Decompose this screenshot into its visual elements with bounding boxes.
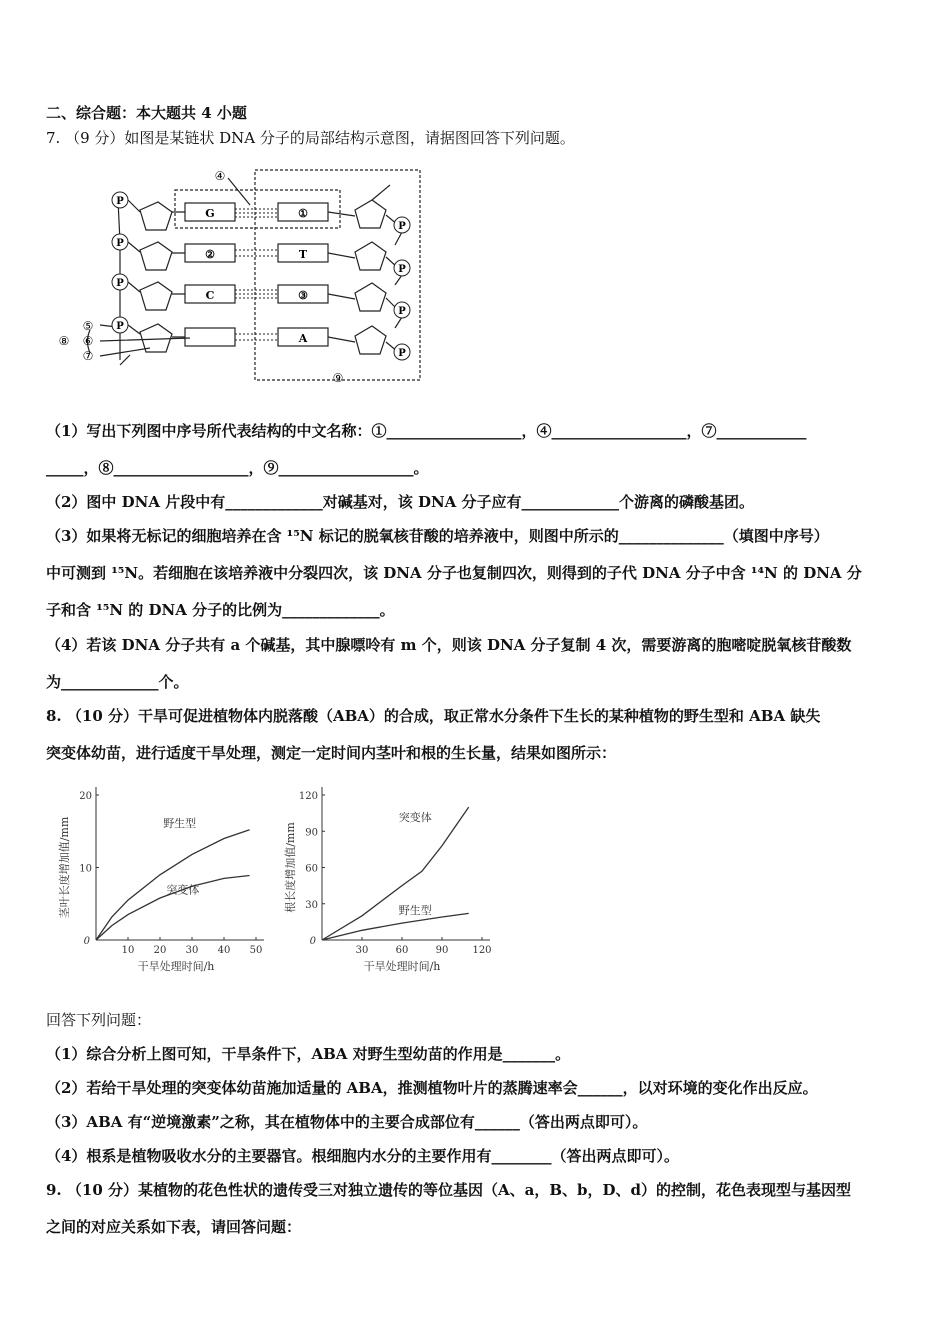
- q8-stem-line2: 突变体幼苗，进行适度干旱处理，测定一定时间内茎叶和根的生长量，结果如图所示：: [46, 744, 617, 762]
- label-6: ⑥: [82, 334, 94, 348]
- phosphate-icon: [112, 234, 128, 250]
- x-tick-label: 60: [395, 945, 409, 956]
- svg-text:P: P: [116, 238, 124, 249]
- q7-part1-line1: （1）写出下列图中序号所代表结构的中文名称：①__________________，④__________________，⑦____________: [46, 422, 807, 440]
- chart-stem-leaf: [46, 780, 266, 980]
- phosphate-icon: [112, 192, 128, 208]
- q7-stem: 7. （9 分）如图是某链状 DNA 分子的局部结构示意图，请据图回答下列问题。: [46, 129, 575, 147]
- x-tick-label: 120: [472, 945, 492, 956]
- y-tick-label: 20: [79, 791, 92, 802]
- base-left-1: G: [205, 207, 215, 220]
- series-label-1: 突变体: [166, 883, 200, 897]
- q8-part3: （3）ABA 有“逆境激素”之称，其在植物体中的主要合成部位有______（答出两点即可）。: [46, 1113, 648, 1131]
- label-5: ⑤: [82, 319, 94, 333]
- svg-text:P: P: [398, 264, 406, 275]
- base-right-3: ③: [298, 289, 308, 302]
- svg-text:P: P: [116, 196, 124, 207]
- base-left-3: C: [205, 289, 215, 302]
- x-tick-label: 50: [249, 945, 263, 956]
- q7-part4-line2: 为_____________个。: [46, 673, 189, 691]
- series-label-2: 突变体: [398, 811, 432, 825]
- x-axis-label: 干旱处理时间/h: [137, 960, 215, 973]
- x-tick-label: 10: [121, 945, 135, 956]
- q7-part2: （2）图中 DNA 片段中有_____________对碱基对，该 DNA 分子应有_____________个游离的磷酸基团。: [46, 493, 755, 511]
- phosphate-icon: [112, 274, 128, 290]
- y-axis-label: 茎叶长度增加值/mm: [58, 816, 71, 919]
- q8-part4: （4）根系是植物吸收水分的主要器官。根细胞内水分的主要作用有________（答出两点即可）。: [46, 1147, 679, 1165]
- label-7: ⑦: [82, 349, 94, 363]
- q8-part1: （1）综合分析上图可知，干旱条件下，ABA 对野生型幼苗的作用是_______。: [46, 1045, 571, 1063]
- phosphate-icon: [112, 317, 128, 333]
- x-tick-label: 20: [153, 945, 167, 956]
- svg-text:P: P: [116, 321, 124, 332]
- base-right-1: ①: [298, 207, 308, 220]
- series-label-2: 野生型: [163, 816, 197, 830]
- chart-root: [280, 780, 500, 980]
- phosphate-icon: [394, 260, 410, 276]
- phosphate-icon: [394, 217, 410, 233]
- label-9: ⑨: [332, 371, 344, 385]
- x-tick-label: 90: [435, 945, 449, 956]
- base-right-4: A: [298, 332, 308, 345]
- q9-stem-line2: 之间的对应关系如下表，请回答问题：: [46, 1218, 302, 1236]
- x-tick-label: 30: [185, 945, 199, 956]
- label-8: ⑧: [58, 334, 70, 348]
- base-left-2: ②: [205, 248, 215, 261]
- y-tick-label: 120: [298, 791, 318, 802]
- origin-label: 0: [309, 936, 316, 947]
- base-right-2: T: [298, 248, 308, 261]
- q9-stem-line1: 9. （10 分）某植物的花色性状的遗传受三对独立遗传的等位基因（A、a，B、b，D、d）的控制，花色表现型与基因型: [46, 1181, 852, 1199]
- y-axis-label: 根长度增加值/mm: [284, 822, 297, 913]
- y-tick-label: 60: [305, 863, 318, 875]
- svg-text:P: P: [398, 306, 406, 317]
- y-tick-label: 10: [79, 863, 92, 875]
- origin-label: 0: [83, 936, 90, 947]
- svg-text:P: P: [398, 348, 406, 359]
- y-tick-label: 30: [305, 899, 318, 911]
- series-line-1: [322, 807, 469, 940]
- box-4-nucleotide-pair: [175, 190, 340, 228]
- svg-text:P: P: [398, 221, 406, 232]
- y-tick-label: 90: [305, 827, 318, 839]
- q7-part4-line1: （4）若该 DNA 分子共有 a 个碱基，其中腺嘌呤有 m 个，则该 DNA 分子复制 4 次，需要游离的胞嘧啶脱氧核苷酸数: [46, 636, 852, 654]
- q7-part3-line2: 中可测到 ¹⁵N。若细胞在该培养液中分裂四次，该 DNA 分子也复制四次，则得到的子代 DNA 分子中含 ¹⁴N 的 DNA 分: [46, 564, 862, 582]
- section-header: 二、综合题：本大题共 4 小题: [46, 104, 247, 122]
- q8-stem-line1: 8. （10 分）干旱可促进植物体内脱落酸（ABA）的合成，取正常水分条件下生长的某种植物的野生型和 ABA 缺失: [46, 707, 821, 725]
- label-4: ④: [214, 169, 226, 183]
- q7-part3-line1: （3）如果将无标记的细胞培养在含 ¹⁵N 标记的脱氧核苷酸的培养液中，则图中所示的______________（填图中序号）: [46, 527, 829, 545]
- phosphate-icon: [394, 302, 410, 318]
- q8-answer-intro: 回答下列问题：: [46, 1011, 152, 1029]
- svg-text:P: P: [116, 278, 124, 289]
- q7-part3-line3: 子和含 ¹⁵N 的 DNA 分子的比例为_____________。: [46, 601, 395, 619]
- x-tick-label: 40: [217, 945, 231, 956]
- x-axis-label: 干旱处理时间/h: [363, 960, 441, 973]
- x-tick-label: 30: [355, 945, 369, 956]
- series-label-1: 野生型: [398, 903, 432, 917]
- q8-part2: （2）若给干旱处理的突变体幼苗施加适量的 ABA，推测植物叶片的蒸腾速率会______，以对环境的变化作出反应。: [46, 1079, 818, 1097]
- phosphate-icon: [394, 344, 410, 360]
- dna-structure-diagram: [50, 160, 430, 385]
- q7-part1-line2: _____，⑧__________________，⑨__________________。: [46, 459, 429, 477]
